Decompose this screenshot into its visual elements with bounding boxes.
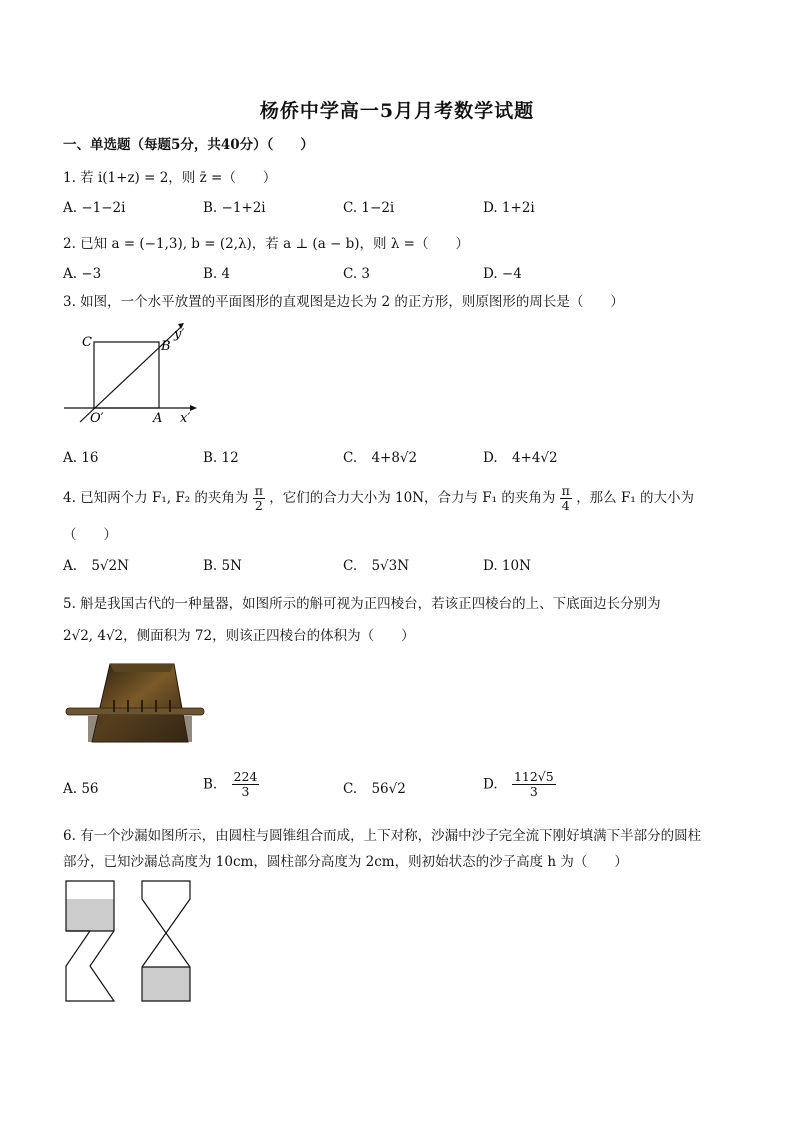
q5-option-b-label: B. [203,776,218,793]
q4-stem-a: 4. 已知两个力 F₁, F₂ 的夹角为 [63,489,249,506]
q4-option-c-label: C. [343,558,358,574]
q4-angle-1-num: π [254,483,263,498]
q3-option-d[interactable] [483,450,558,466]
hourglass-final [142,881,190,1001]
q4-option-a-label: A. [63,558,78,574]
label-o: O′ [90,411,104,426]
q4-option-c[interactable] [343,558,409,574]
q3-option-c[interactable] [343,450,417,466]
q4-angle-2 [560,484,572,513]
hourglass-figure [62,878,194,1006]
label-a: A [153,411,163,426]
q5-option-c-value: 56√2 [371,781,406,797]
label-y: y′ [174,327,185,342]
q4-angle-2-num: π [561,483,570,498]
q5-option-b[interactable] [203,770,259,799]
q4-angle-1-den: 2 [254,497,263,513]
question-1-stem: 1. 若 i(1+z) = 2，则 z̄ =（ ） [63,170,277,186]
q5-option-d-value [512,770,556,799]
q3-option-c-label: C. [343,450,358,466]
label-c: C [82,335,92,350]
q3-option-d-label: D. [483,450,498,466]
q5-option-b-num: 224 [233,769,258,784]
q3-option-c-value: 4+8√2 [371,450,418,466]
q4-option-b[interactable]: B. 5N [203,558,242,574]
q2-option-d[interactable]: D. −4 [483,266,522,282]
q5-option-d-num: 112√5 [513,769,554,784]
q4-stem-b: ，它们的合力大小为 10N，合力与 F₁ 的夹角为 [269,489,556,506]
hu-vessel-image [64,660,206,746]
question-3-stem: 3. 如图，一个水平放置的平面图形的直观图是边长为 2 的正方形，则原图形的周长是（ ） [63,294,624,310]
question-2-stem: 2. 已知 a = (−1,3), b = (2,λ)，若 a ⊥ (a − b)，则 λ =（ ） [63,236,469,252]
q5-option-a[interactable]: A. 56 [63,781,99,797]
q4-stem-d: （ ） [63,527,117,543]
q5-option-b-value [232,770,260,799]
q4-option-c-value: 5√3N [371,558,410,574]
q2-option-b[interactable]: B. 4 [203,266,231,282]
q5-option-d-den: 3 [529,783,538,799]
label-x: x′ [180,411,191,426]
q2-option-a[interactable]: A. −3 [63,266,102,282]
question-5-stem-b: 2√2, 4√2，侧面积为 72，则该正四棱台的体积为（ ） [63,628,415,644]
q1-option-d[interactable]: D. 1+2i [483,200,535,216]
q4-stem-c: ，那么 F₁ 的大小为 [576,489,695,506]
section-heading: 一、单选题（每题5分，共40分）（ ） [63,137,314,153]
q1-option-c[interactable]: C. 1−2i [343,200,395,216]
q4-angle-2-den: 4 [561,497,570,513]
q3-square-figure [60,318,200,428]
q1-option-b[interactable]: B. −1+2i [203,200,266,216]
q3-option-b[interactable]: B. 12 [203,450,239,466]
hourglass-initial [66,881,114,1001]
q5-option-d[interactable] [483,770,556,799]
q5-option-c-label: C. [343,781,358,797]
question-5-stem-a: 5. 斛是我国古代的一种量器，如图所示的斛可视为正四棱台，若该正四棱台的上、下底面边长分别为 [63,596,661,612]
q5-option-c[interactable] [343,781,406,797]
question-4-stem [63,484,694,513]
question-6-stem-a: 6. 有一个沙漏如图所示，由圆柱与圆锥组合而成，上下对称，沙漏中沙子完全流下刚好填满下半部分的圆柱 [63,828,702,844]
q4-angle-1 [253,484,265,513]
q3-option-d-value: 4+4√2 [511,450,558,466]
q4-option-a-value: 5√2N [91,558,129,574]
q3-option-a[interactable]: A. 16 [63,450,99,466]
q2-option-c[interactable]: C. 3 [343,266,371,282]
q4-option-a[interactable] [63,558,129,574]
q5-option-b-den: 3 [241,783,250,799]
question-6-stem-b: 部分，已知沙漏总高度为 10cm，圆柱部分高度为 2cm，则初始状态的沙子高度 h 为（ ） [63,854,628,870]
exam-title: 杨侨中学高一5月月考数学试题 [259,100,535,122]
q4-option-d[interactable]: D. 10N [483,558,531,574]
q5-option-d-label: D. [483,776,498,793]
q1-option-a[interactable]: A. −1−2i [63,200,126,216]
label-b: B [161,339,171,354]
